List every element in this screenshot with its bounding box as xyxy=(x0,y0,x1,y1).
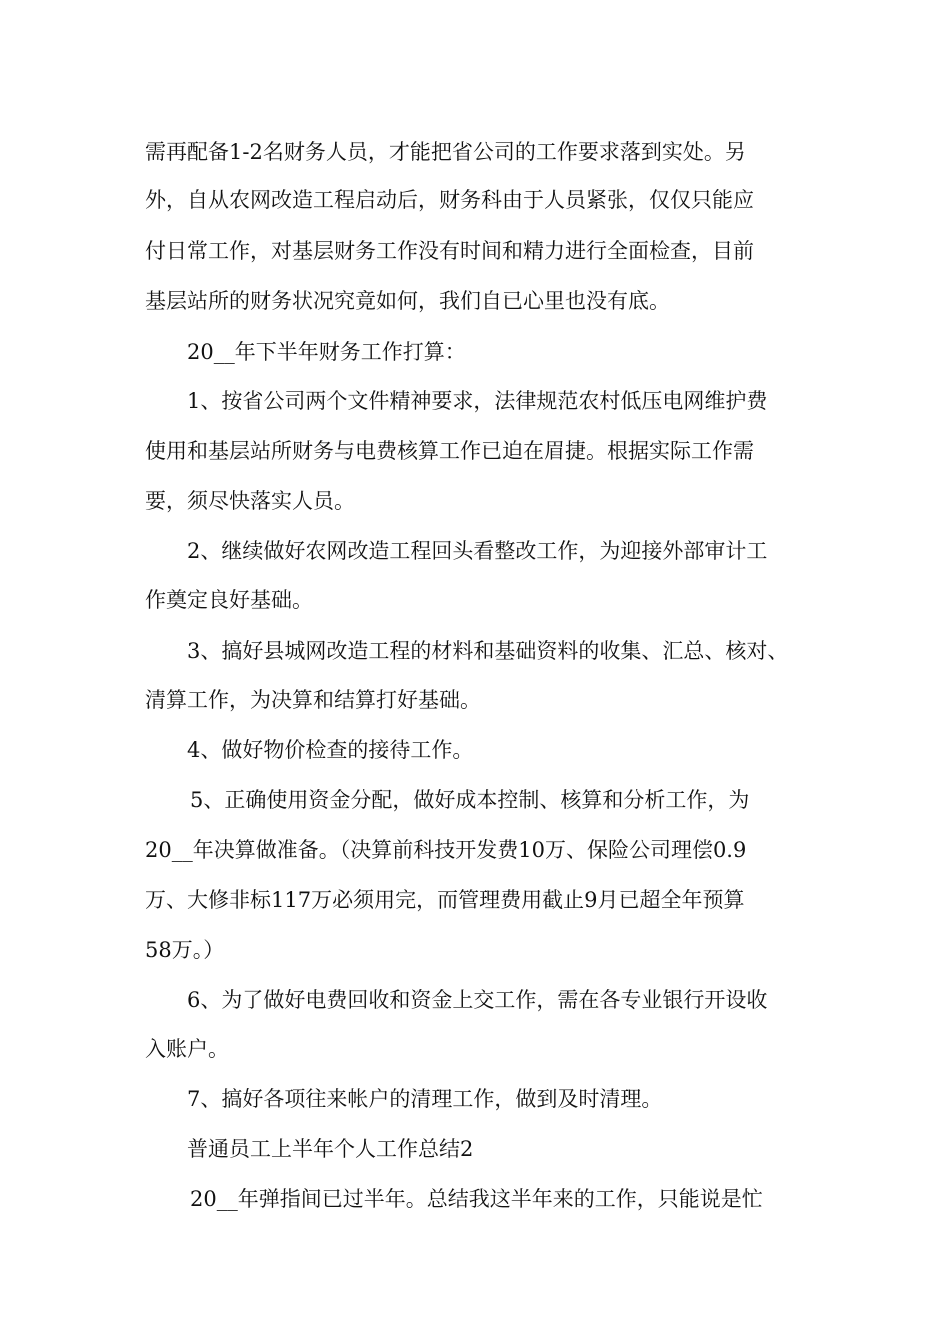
section-title: 普通员工上半年个人工作总结2 xyxy=(187,1137,474,1161)
list-item-1: 1、按省公司两个文件精神要求，法律规范农村低压电网维护费 xyxy=(187,389,768,413)
list-item-2: 2、继续做好农网改造工程回头看整改工作，为迎接外部审计工 xyxy=(187,539,768,563)
list-item-4: 4、做好物价检查的接待工作。 xyxy=(187,738,474,762)
paragraph-line: 58万。） xyxy=(145,938,225,962)
paragraph-line: 付日常工作，对基层财务工作没有时间和精力进行全面检查，目前 xyxy=(145,239,754,263)
paragraph-line: 外，自从农网改造工程启动后，财务科由于人员紧张，仅仅只能应 xyxy=(145,188,754,212)
paragraph-line: 入账户。 xyxy=(145,1037,229,1061)
paragraph-line: 使用和基层站所财务与电费核算工作已迫在眉捷。根据实际工作需 xyxy=(145,439,754,463)
paragraph-line: 基层站所的财务状况究竟如何，我们自已心里也没有底。 xyxy=(145,289,670,313)
paragraph-line: 需再配备1-2名财务人员，才能把省公司的工作要求落到实处。另 xyxy=(145,140,746,164)
list-item-6: 6、为了做好电费回收和资金上交工作，需在各专业银行开设收 xyxy=(187,988,768,1012)
paragraph-line: 清算工作，为决算和结算打好基础。 xyxy=(145,688,481,712)
list-item-5: 5、正确使用资金分配，做好成本控制、核算和分析工作，为 xyxy=(190,788,750,812)
paragraph-line: 作奠定良好基础。 xyxy=(145,588,313,612)
section-heading: 20__年下半年财务工作打算： xyxy=(187,340,466,364)
paragraph-line: 要，须尽快落实人员。 xyxy=(145,489,355,513)
list-item-7: 7、搞好各项往来帐户的清理工作，做到及时清理。 xyxy=(187,1087,663,1111)
paragraph-line: 20__年弹指间已过半年。总结我这半年来的工作，只能说是忙 xyxy=(190,1187,763,1211)
paragraph-line: 万、大修非标117万必须用完，而管理费用截止9月已超全年预算 xyxy=(145,888,745,912)
paragraph-line: 20__年决算做准备。（决算前科技开发费10万、保险公司理偿0.9 xyxy=(145,838,747,862)
list-item-3: 3、搞好县城网改造工程的材料和基础资料的收集、汇总、核对、 xyxy=(187,639,789,663)
